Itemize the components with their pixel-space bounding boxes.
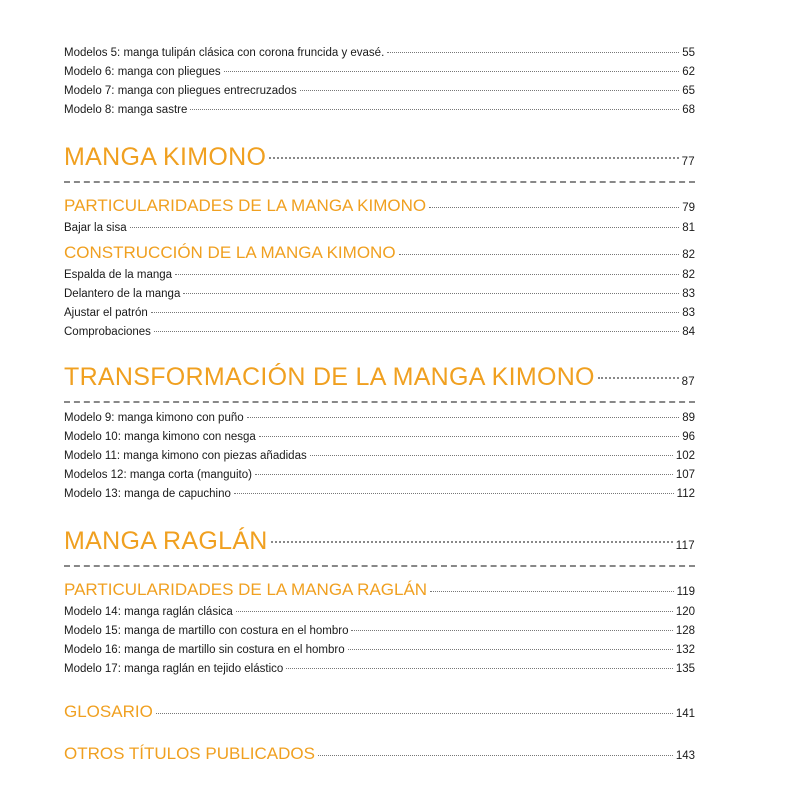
toc-chapter-heading[interactable] xyxy=(64,526,695,561)
top-models-list xyxy=(64,44,695,120)
subsection-particularidades-kimono xyxy=(64,195,695,238)
toc-entry-page: 128 xyxy=(675,625,695,637)
toc-entry-title: Modelo 8: manga sastre xyxy=(64,104,188,116)
toc-entry[interactable] xyxy=(64,641,695,660)
toc-entry[interactable] xyxy=(64,63,695,82)
toc-entry-page: 81 xyxy=(682,222,695,234)
toc-entry-page: 107 xyxy=(675,469,695,481)
toc-entry[interactable] xyxy=(64,266,695,285)
toc-entry[interactable] xyxy=(64,603,695,622)
dot-leader xyxy=(598,377,679,379)
dot-leader xyxy=(130,227,680,228)
toc-entry[interactable] xyxy=(64,44,695,63)
section-page: 143 xyxy=(675,750,695,762)
toc-chapter-heading[interactable] xyxy=(64,142,695,177)
dot-leader xyxy=(247,417,680,418)
chapter-page: 117 xyxy=(675,540,695,552)
section-manga-kimono xyxy=(64,142,695,342)
toc-entry-page: 89 xyxy=(682,412,695,424)
toc-entry-title: Modelos 5: manga tulipán clásica con corona fruncida y evasé. xyxy=(64,47,385,59)
toc-entry-title: Modelo 10: manga kimono con nesga xyxy=(64,431,256,443)
dot-leader xyxy=(271,541,673,543)
toc-entry-page: 82 xyxy=(682,269,695,281)
table-of-contents xyxy=(64,44,695,767)
toc-entry[interactable] xyxy=(64,285,695,304)
dot-leader xyxy=(183,293,679,294)
toc-entry-title: Delantero de la manga xyxy=(64,288,181,300)
toc-entry-title: Modelo 15: manga de martillo con costura en el hombro xyxy=(64,625,349,637)
dot-leader xyxy=(190,109,679,110)
dot-leader xyxy=(387,52,679,53)
toc-entry-page: 135 xyxy=(675,663,695,675)
subsection-particularidades-raglan xyxy=(64,579,695,679)
dot-leader xyxy=(430,591,674,592)
toc-entry-page: 102 xyxy=(675,450,695,462)
toc-section-heading[interactable] xyxy=(64,242,695,266)
dot-leader xyxy=(175,274,679,275)
section-title: PARTICULARIDADES DE LA MANGA RAGLÁN xyxy=(64,580,428,599)
toc-entry[interactable] xyxy=(64,219,695,238)
dot-leader xyxy=(269,157,678,159)
toc-entry-title: Modelo 9: manga kimono con puño xyxy=(64,412,244,424)
dashed-divider xyxy=(64,401,695,403)
dashed-divider xyxy=(64,565,695,567)
section-page: 119 xyxy=(676,586,695,598)
toc-entry-page: 132 xyxy=(675,644,695,656)
section-title: PARTICULARIDADES DE LA MANGA KIMONO xyxy=(64,196,427,215)
section-otros-titulos xyxy=(64,743,695,767)
toc-entry-page: 120 xyxy=(675,606,695,618)
toc-entry-title: Modelo 17: manga raglán en tejido elástico xyxy=(64,663,284,675)
toc-section-heading[interactable] xyxy=(64,743,695,767)
dot-leader xyxy=(156,713,673,714)
toc-entry-title: Bajar la sisa xyxy=(64,222,127,234)
dot-leader xyxy=(236,611,673,612)
chapter-page: 77 xyxy=(681,156,695,168)
section-title: OTROS TÍTULOS PUBLICADOS xyxy=(64,744,315,763)
toc-entry-page: 83 xyxy=(682,288,695,300)
toc-entry[interactable] xyxy=(64,485,695,504)
toc-entry-title: Modelo 11: manga kimono con piezas añadidas xyxy=(64,450,307,462)
toc-entry-page: 65 xyxy=(682,85,695,97)
section-glosario xyxy=(64,701,695,725)
toc-entry[interactable] xyxy=(64,447,695,466)
dot-leader xyxy=(300,90,680,91)
toc-entry-title: Modelos 12: manga corta (manguito) xyxy=(64,469,252,481)
chapter-title: MANGA KIMONO xyxy=(64,143,267,171)
dot-leader xyxy=(234,493,674,494)
chapter-page: 87 xyxy=(681,376,695,388)
section-manga-raglan xyxy=(64,526,695,679)
toc-section-heading[interactable] xyxy=(64,701,695,725)
toc-entry[interactable] xyxy=(64,323,695,342)
transformacion-list xyxy=(64,409,695,504)
toc-chapter-heading[interactable] xyxy=(64,362,695,397)
toc-entry-title: Modelo 16: manga de martillo sin costura en el hombro xyxy=(64,644,345,656)
dot-leader xyxy=(429,207,679,208)
toc-entry-title: Comprobaciones xyxy=(64,326,151,338)
section-page: 141 xyxy=(675,708,695,720)
toc-entry-page: 96 xyxy=(682,431,695,443)
toc-entry-title: Ajustar el patrón xyxy=(64,307,148,319)
toc-entry-page: 68 xyxy=(682,104,695,116)
subsection-construccion-kimono xyxy=(64,242,695,342)
toc-entry-title: Espalda de la manga xyxy=(64,269,173,281)
toc-entry-page: 55 xyxy=(682,47,695,59)
dot-leader xyxy=(310,455,673,456)
toc-entry-page: 84 xyxy=(682,326,695,338)
toc-entry-page: 62 xyxy=(682,66,695,78)
dot-leader xyxy=(286,668,673,669)
dot-leader xyxy=(224,71,680,72)
dot-leader xyxy=(154,331,679,332)
toc-entry-title: Modelo 13: manga de capuchino xyxy=(64,488,231,500)
toc-entry[interactable] xyxy=(64,660,695,679)
section-title: CONSTRUCCIÓN DE LA MANGA KIMONO xyxy=(64,243,396,262)
toc-entry[interactable] xyxy=(64,622,695,641)
chapter-title: MANGA RAGLÁN xyxy=(64,527,268,555)
toc-section-heading[interactable] xyxy=(64,579,695,603)
section-title: GLOSARIO xyxy=(64,702,153,721)
toc-entry[interactable] xyxy=(64,304,695,323)
toc-entry-title: Modelo 6: manga con pliegues xyxy=(64,66,221,78)
toc-entry[interactable] xyxy=(64,101,695,120)
toc-entry-title: Modelo 7: manga con pliegues entrecruzados xyxy=(64,85,297,97)
toc-section-heading[interactable] xyxy=(64,195,695,219)
chapter-title: TRANSFORMACIÓN DE LA MANGA KIMONO xyxy=(64,363,595,391)
section-page: 79 xyxy=(682,202,695,214)
section-page: 82 xyxy=(682,249,695,261)
dot-leader xyxy=(259,436,679,437)
toc-entry[interactable] xyxy=(64,428,695,447)
toc-entry-page: 83 xyxy=(682,307,695,319)
dot-leader xyxy=(399,254,680,255)
section-transformacion xyxy=(64,362,695,504)
dashed-divider xyxy=(64,181,695,183)
toc-entry[interactable] xyxy=(64,466,695,485)
toc-entry-page: 112 xyxy=(676,488,695,500)
toc-entry[interactable] xyxy=(64,409,695,428)
dot-leader xyxy=(348,649,673,650)
toc-entry[interactable] xyxy=(64,82,695,101)
dot-leader xyxy=(255,474,673,475)
dot-leader xyxy=(151,312,679,313)
dot-leader xyxy=(318,755,673,756)
toc-entry-title: Modelo 14: manga raglán clásica xyxy=(64,606,233,618)
dot-leader xyxy=(351,630,672,631)
